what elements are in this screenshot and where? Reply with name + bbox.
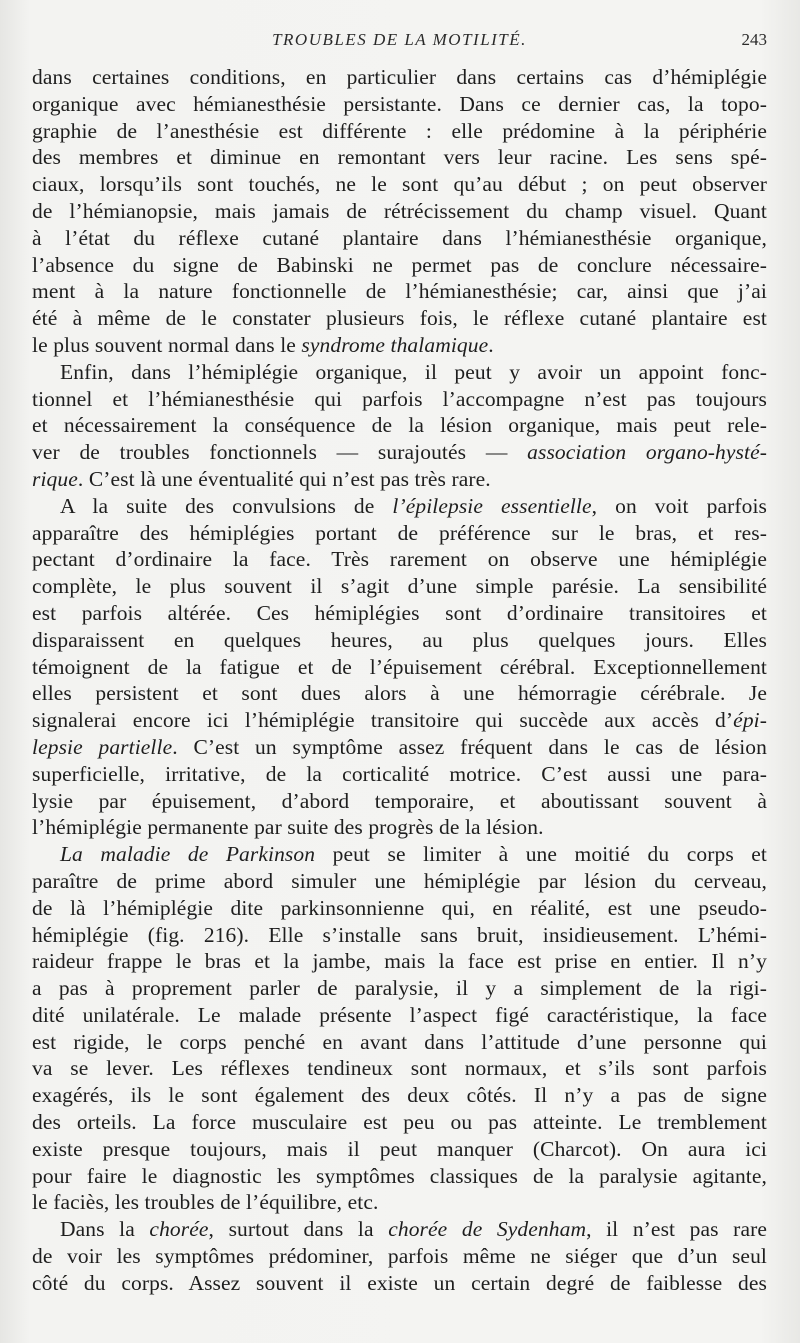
text-line: [32, 627, 767, 654]
text-run: disparaissent en quelques heures, au plus quelques jours. Elles: [32, 627, 767, 652]
text-run: lysie par épuisement, d’abord temporaire, et aboutissant souvent à: [32, 788, 767, 813]
text-run: de voir les symptômes prédominer, parfois même ne siéger que d’un seul: [32, 1244, 767, 1269]
text-run: est rigide, le corps penché en avant dans l’attitude d’une personne qui: [32, 1029, 767, 1054]
text-run: le faciès, les troubles de l’équilibre, etc.: [32, 1190, 379, 1215]
text-line: [32, 707, 767, 734]
text-line: [32, 386, 767, 413]
text-line: [32, 975, 767, 1002]
italic-text: chorée: [149, 1217, 209, 1242]
text-line: [32, 252, 767, 279]
italic-text: La maladie de Parkinson: [60, 842, 316, 867]
text-run: organique avec hémianesthésie persistante. Dans ce dernier cas, la topo-: [32, 91, 767, 116]
text-line: [32, 734, 767, 761]
italic-text: rique: [32, 466, 78, 491]
text-line: [32, 1163, 767, 1190]
text-run: est parfois altérée. Ces hémiplégies sont d’ordinaire transitoires et: [32, 600, 767, 625]
text-run: hémiplégie (fig. 216). Elle s’installe sans bruit, insidieusement. L’hémi-: [32, 922, 767, 947]
text-line: [32, 868, 767, 895]
text-line: [32, 680, 767, 707]
text-line: [32, 1055, 767, 1082]
text-line: [32, 573, 767, 600]
text-run: dans certaines conditions, en particulier dans certains cas d’hémiplégie: [32, 65, 767, 89]
italic-text: l’épilepsie essentielle: [392, 493, 592, 518]
text-run: témoignent de la fatigue et de l’épuisement cérébral. Exceptionnellement: [32, 654, 767, 679]
text-line: [32, 761, 767, 788]
text-run: , surtout dans la: [208, 1217, 389, 1242]
text-run: A la suite des convulsions de: [60, 493, 393, 518]
italic-text: association organo-hysté-: [527, 440, 767, 465]
text-run: . C’est là une éventualité qui n’est pas très rare.: [77, 466, 491, 491]
text-run: de là l’hémiplégie dite parkinsonnienne qui, en réalité, est une pseudo-: [32, 895, 767, 920]
text-run: l’absence du signe de Babinski ne permet pas de conclure nécessaire-: [32, 252, 767, 277]
text-run: va se lever. Les réflexes tendineux sont normaux, et s’ils sont parfois: [32, 1056, 767, 1081]
text-run: complète, le plus souvent il s’agit d’une simple parésie. La sensibilité: [32, 574, 767, 599]
italic-text: épi-: [733, 708, 767, 733]
text-line: [32, 144, 767, 171]
text-line: [32, 895, 767, 922]
text-line: [32, 278, 767, 305]
text-line: [32, 654, 767, 681]
text-run: pour faire le diagnostic les symptômes classiques de la paralysie agitante,: [32, 1163, 767, 1188]
text-line: [32, 118, 767, 145]
text-run: à l’état du réflexe cutané plantaire dans l’hémianesthésie organique,: [32, 225, 767, 250]
text-line: [32, 814, 767, 841]
text-run: tionnel et l’hémianesthésie qui parfois l’accompagne n’est pas toujours: [32, 386, 767, 411]
text-line: [32, 1029, 767, 1056]
text-line: [32, 493, 767, 520]
text-line: [32, 788, 767, 815]
italic-text: lepsie partielle: [32, 734, 173, 759]
running-title: TROUBLES DE LA MOTILITÉ.: [272, 30, 527, 49]
text-line: [32, 64, 767, 91]
text-run: côté du corps. Assez souvent il existe un certain degré de faiblesse des: [32, 1270, 767, 1295]
text-run: et nécessairement la conséquence de la lésion organique, mais peut rele-: [32, 413, 767, 438]
text-run: signalerai encore ici l’hémiplégie transitoire qui succède aux accès d’: [32, 708, 734, 733]
text-run: superficielle, irritative, de la corticalité motrice. C’est aussi une para-: [32, 761, 767, 786]
text-line: [32, 1002, 767, 1029]
text-line: [32, 439, 767, 466]
text-line: [32, 412, 767, 439]
text-run: . C’est un symptôme assez fréquent dans le cas de lésion: [172, 734, 767, 759]
text-line: [32, 1216, 767, 1243]
text-line: [32, 1082, 767, 1109]
text-run: a pas à proprement parler de paralysie, il y a simplement de la rigi-: [32, 976, 767, 1001]
text-run: ver de troubles fonctionnels — surajoutés —: [32, 440, 528, 465]
text-run: paraître de prime abord simuler une hémiplégie par lésion du cerveau,: [32, 868, 767, 893]
text-run: , on voit parfois: [591, 493, 767, 518]
text-run: de l’hémianopsie, mais jamais de rétrécissement du champ visuel. Quant: [32, 198, 767, 223]
italic-text: syndrome thalamique: [301, 332, 489, 357]
text-run: des membres et diminue en remontant vers leur racine. Les sens spé-: [32, 145, 767, 170]
text-run: existe presque toujours, mais il peut manquer (Charcot). On aura ici: [32, 1136, 767, 1161]
text-line: [32, 305, 767, 332]
text-run: dité unilatérale. Le malade présente l’aspect figé caractéristique, la face: [32, 1002, 767, 1027]
text-run: le plus souvent normal dans le: [32, 332, 302, 357]
text-run: l’hémiplégie permanente par suite des progrès de la lésion.: [32, 815, 544, 840]
text-line: [32, 171, 767, 198]
text-run: .: [488, 332, 494, 357]
text-run: exagérés, ils le sont également des deux côtés. Il n’y a pas de signe: [32, 1083, 767, 1108]
text-line: [32, 520, 767, 547]
text-line: [32, 1109, 767, 1136]
text-run: été à même de le constater plusieurs fois, le réflexe cutané plantaire est: [32, 306, 767, 331]
italic-text: chorée de Sydenham: [388, 1217, 587, 1242]
text-line: [32, 1270, 767, 1297]
text-run: des orteils. La force musculaire est peu ou pas atteinte. Le tremblement: [32, 1110, 767, 1135]
text-run: Dans la: [60, 1217, 150, 1242]
text-line: [32, 922, 767, 949]
text-run: ment à la nature fonctionnelle de l’hémianesthésie; car, ainsi que j’ai: [32, 279, 767, 304]
text-run: , il n’est pas rare: [586, 1217, 767, 1242]
text-line: [32, 1189, 767, 1216]
text-run: raideur frappe le bras et la jambe, mais la face est prise en entier. Il n’y: [32, 949, 767, 974]
text-line: [32, 198, 767, 225]
body-text: [32, 64, 767, 1297]
text-line: [32, 1243, 767, 1270]
text-run: ciaux, lorsqu’ils sont touchés, ne le sont qu’au début ; on peut observer: [32, 172, 767, 197]
text-run: peut se limiter à une moitié du corps et: [315, 842, 768, 867]
text-line: [32, 359, 767, 386]
text-run: graphie de l’anesthésie est différente : elle prédomine à la périphérie: [32, 118, 767, 143]
text-line: [32, 332, 767, 359]
page-header: [32, 30, 767, 54]
text-line: [32, 546, 767, 573]
text-line: [32, 841, 767, 868]
text-line: [32, 948, 767, 975]
text-run: pectant d’ordinaire la face. Très rarement on observe une hémiplégie: [32, 547, 767, 572]
text-line: [32, 600, 767, 627]
text-line: [32, 91, 767, 118]
text-run: apparaître des hémiplégies portant de préférence sur le bras, et res-: [32, 520, 767, 545]
text-line: [32, 466, 767, 493]
text-run: elles persistent et sont dues alors à une hémorragie cérébrale. Je: [32, 681, 767, 706]
page-number: 243: [741, 30, 767, 49]
text-line: [32, 1136, 767, 1163]
text-line: [32, 225, 767, 252]
text-run: Enfin, dans l’hémiplégie organique, il peut y avoir un appoint fonc-: [60, 359, 767, 384]
